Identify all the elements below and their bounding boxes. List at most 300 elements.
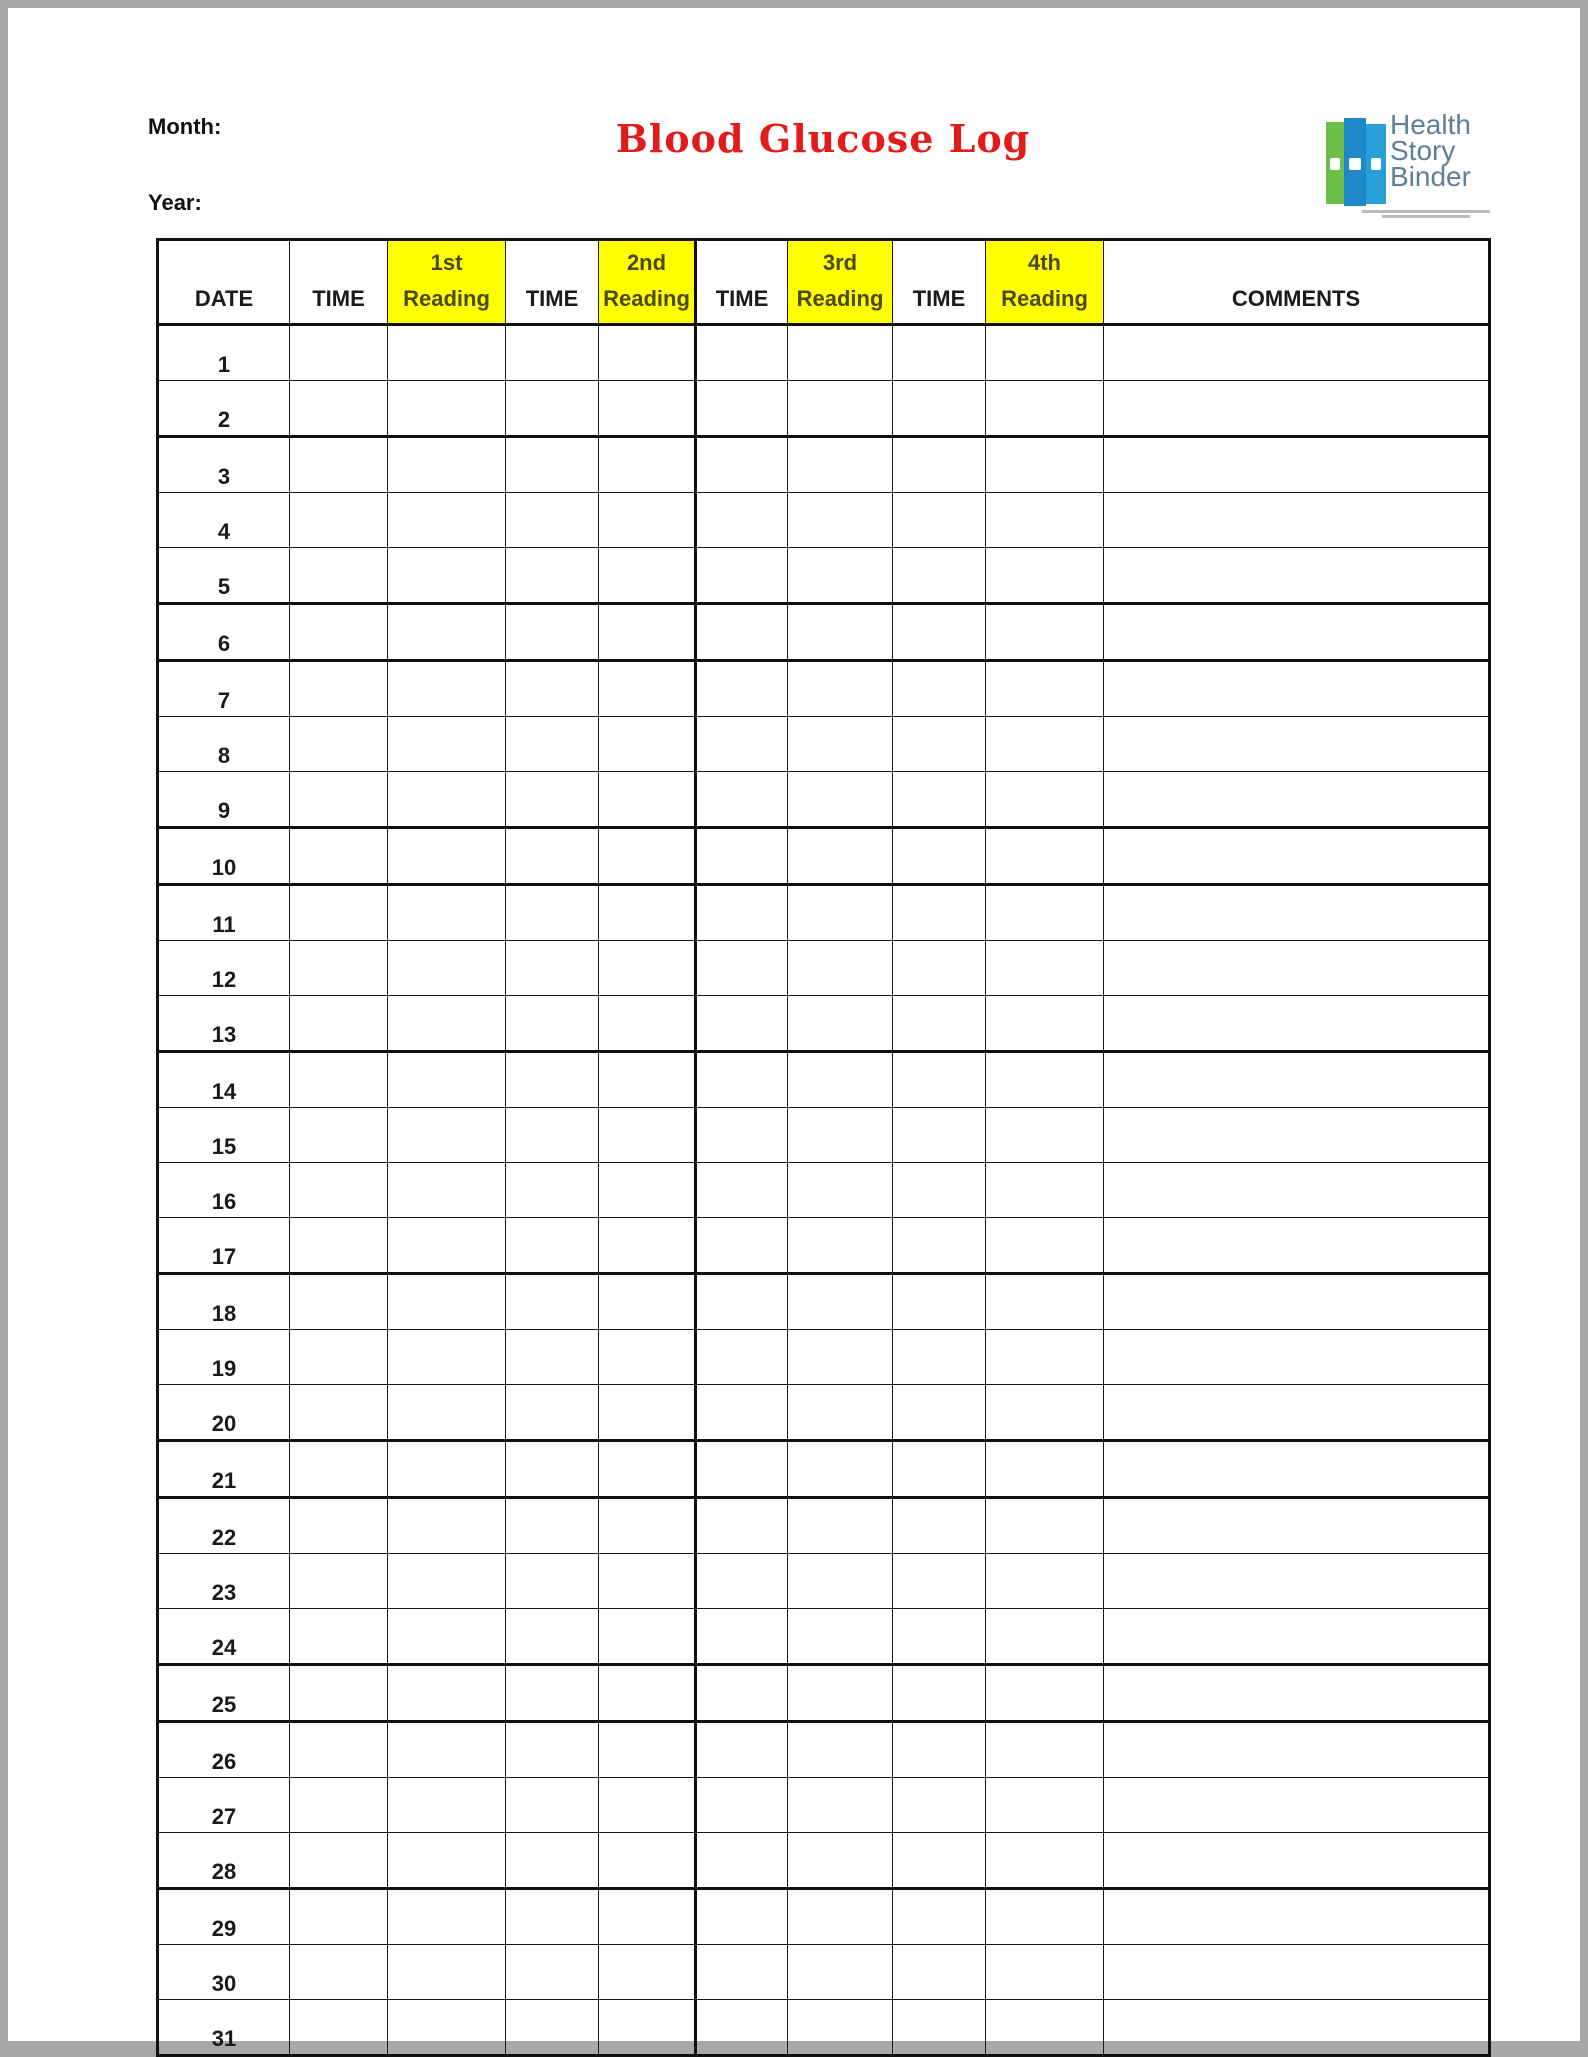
cell-time-2[interactable] <box>506 437 599 493</box>
cell-reading-1[interactable] <box>388 1330 506 1385</box>
cell-time-4[interactable] <box>893 604 986 661</box>
cell-reading-3[interactable] <box>788 1722 893 1778</box>
cell-reading-3[interactable] <box>788 717 893 772</box>
cell-time-1[interactable] <box>290 717 388 772</box>
cell-time-4[interactable] <box>893 493 986 548</box>
cell-reading-3[interactable] <box>788 828 893 885</box>
cell-comments[interactable] <box>1104 772 1490 828</box>
cell-time-1[interactable] <box>290 1778 388 1833</box>
cell-time-2[interactable] <box>506 1274 599 1330</box>
cell-comments[interactable] <box>1104 1218 1490 1274</box>
cell-time-1[interactable] <box>290 604 388 661</box>
cell-time-3[interactable] <box>696 1441 788 1498</box>
cell-time-3[interactable] <box>696 2000 788 2056</box>
cell-time-4[interactable] <box>893 1889 986 1945</box>
col-header-comments: COMMENTS <box>1104 240 1490 325</box>
col-header-time-3: TIME <box>696 240 788 325</box>
cell-reading-4[interactable] <box>986 1052 1104 1108</box>
cell-reading-2[interactable] <box>599 1609 696 1665</box>
cell-comments[interactable] <box>1104 941 1490 996</box>
cell-comments[interactable] <box>1104 1385 1490 1441</box>
cell-comments[interactable] <box>1104 437 1490 493</box>
cell-time-1[interactable] <box>290 1609 388 1665</box>
log-row <box>158 1052 1490 1108</box>
cell-comments[interactable] <box>1104 493 1490 548</box>
cell-comments[interactable] <box>1104 1722 1490 1778</box>
cell-time-1[interactable] <box>290 1665 388 1722</box>
cell-reading-3[interactable] <box>788 325 893 381</box>
cell-reading-2[interactable] <box>599 1722 696 1778</box>
cell-time-3[interactable] <box>696 325 788 381</box>
cell-reading-2[interactable] <box>599 437 696 493</box>
cell-time-2[interactable] <box>506 941 599 996</box>
cell-time-4[interactable] <box>893 1665 986 1722</box>
cell-time-1[interactable] <box>290 828 388 885</box>
cell-time-1[interactable] <box>290 1108 388 1163</box>
cell-reading-4[interactable] <box>986 1722 1104 1778</box>
cell-time-1[interactable] <box>290 1330 388 1385</box>
cell-reading-3[interactable] <box>788 1554 893 1609</box>
cell-reading-4[interactable] <box>986 1833 1104 1889</box>
cell-time-1[interactable] <box>290 1163 388 1218</box>
cell-reading-2[interactable] <box>599 604 696 661</box>
cell-time-3[interactable] <box>696 1833 788 1889</box>
log-row <box>158 828 1490 885</box>
cell-reading-3[interactable] <box>788 381 893 437</box>
cell-time-3[interactable] <box>696 885 788 941</box>
log-row <box>158 717 1490 772</box>
cell-time-2[interactable] <box>506 1889 599 1945</box>
cell-comments[interactable] <box>1104 1274 1490 1330</box>
cell-reading-2[interactable] <box>599 1945 696 2000</box>
cell-reading-2[interactable] <box>599 941 696 996</box>
cell-time-4[interactable] <box>893 1498 986 1554</box>
cell-date: 25 <box>158 1665 290 1722</box>
cell-time-2[interactable] <box>506 1498 599 1554</box>
cell-reading-1[interactable] <box>388 548 506 604</box>
cell-reading-1[interactable] <box>388 1833 506 1889</box>
cell-reading-2[interactable] <box>599 2000 696 2056</box>
cell-date: 20 <box>158 1385 290 1441</box>
log-row <box>158 1163 1490 1218</box>
cell-time-3[interactable] <box>696 717 788 772</box>
cell-time-3[interactable] <box>696 1778 788 1833</box>
cell-time-2[interactable] <box>506 381 599 437</box>
cell-reading-1[interactable] <box>388 2000 506 2056</box>
cell-reading-3[interactable] <box>788 1665 893 1722</box>
log-body <box>158 325 1490 2056</box>
cell-time-2[interactable] <box>506 1945 599 2000</box>
cell-time-3[interactable] <box>696 1163 788 1218</box>
cell-date: 10 <box>158 828 290 885</box>
cell-reading-4[interactable] <box>986 1778 1104 1833</box>
cell-reading-1[interactable] <box>388 437 506 493</box>
cell-time-4[interactable] <box>893 996 986 1052</box>
cell-reading-4[interactable] <box>986 2000 1104 2056</box>
cell-comments[interactable] <box>1104 1665 1490 1722</box>
cell-reading-1[interactable] <box>388 1108 506 1163</box>
cell-reading-3[interactable] <box>788 1108 893 1163</box>
cell-reading-4[interactable] <box>986 828 1104 885</box>
cell-reading-1[interactable] <box>388 1385 506 1441</box>
cell-time-4[interactable] <box>893 661 986 717</box>
cell-reading-3[interactable] <box>788 885 893 941</box>
cell-time-3[interactable] <box>696 1498 788 1554</box>
cell-reading-3[interactable] <box>788 1330 893 1385</box>
cell-reading-1[interactable] <box>388 1665 506 1722</box>
cell-reading-1[interactable] <box>388 1218 506 1274</box>
cell-reading-2[interactable] <box>599 1665 696 1722</box>
cell-reading-4[interactable] <box>986 1554 1104 1609</box>
cell-time-1[interactable] <box>290 1385 388 1441</box>
cell-reading-1[interactable] <box>388 1163 506 1218</box>
cell-reading-2[interactable] <box>599 1889 696 1945</box>
cell-reading-1[interactable] <box>388 493 506 548</box>
cell-time-4[interactable] <box>893 548 986 604</box>
cell-time-1[interactable] <box>290 548 388 604</box>
cell-reading-1[interactable] <box>388 381 506 437</box>
cell-comments[interactable] <box>1104 661 1490 717</box>
cell-reading-4[interactable] <box>986 325 1104 381</box>
cell-reading-3[interactable] <box>788 548 893 604</box>
cell-time-4[interactable] <box>893 1778 986 1833</box>
cell-time-4[interactable] <box>893 1722 986 1778</box>
cell-comments[interactable] <box>1104 1833 1490 1889</box>
cell-time-2[interactable] <box>506 1665 599 1722</box>
cell-reading-2[interactable] <box>599 885 696 941</box>
cell-time-4[interactable] <box>893 1274 986 1330</box>
cell-reading-2[interactable] <box>599 493 696 548</box>
cell-reading-1[interactable] <box>388 717 506 772</box>
cell-comments[interactable] <box>1104 1441 1490 1498</box>
cell-reading-2[interactable] <box>599 1108 696 1163</box>
cell-reading-4[interactable] <box>986 604 1104 661</box>
cell-time-4[interactable] <box>893 1330 986 1385</box>
cell-comments[interactable] <box>1104 717 1490 772</box>
cell-reading-3[interactable] <box>788 437 893 493</box>
cell-comments[interactable] <box>1104 381 1490 437</box>
cell-comments[interactable] <box>1104 996 1490 1052</box>
cell-time-4[interactable] <box>893 717 986 772</box>
cell-reading-4[interactable] <box>986 1330 1104 1385</box>
cell-reading-2[interactable] <box>599 1274 696 1330</box>
cell-reading-2[interactable] <box>599 828 696 885</box>
cell-time-3[interactable] <box>696 437 788 493</box>
cell-reading-2[interactable] <box>599 325 696 381</box>
cell-reading-4[interactable] <box>986 1274 1104 1330</box>
cell-time-3[interactable] <box>696 1108 788 1163</box>
cell-time-2[interactable] <box>506 717 599 772</box>
cell-date: 26 <box>158 1722 290 1778</box>
cell-time-3[interactable] <box>696 941 788 996</box>
cell-time-4[interactable] <box>893 381 986 437</box>
cell-time-2[interactable] <box>506 2000 599 2056</box>
cell-time-4[interactable] <box>893 1163 986 1218</box>
cell-reading-1[interactable] <box>388 604 506 661</box>
cell-time-2[interactable] <box>506 1609 599 1665</box>
cell-time-4[interactable] <box>893 1945 986 2000</box>
cell-reading-3[interactable] <box>788 1052 893 1108</box>
cell-time-2[interactable] <box>506 1218 599 1274</box>
cell-time-2[interactable] <box>506 493 599 548</box>
cell-reading-2[interactable] <box>599 1554 696 1609</box>
cell-comments[interactable] <box>1104 325 1490 381</box>
cell-time-3[interactable] <box>696 828 788 885</box>
cell-reading-4[interactable] <box>986 1945 1104 2000</box>
cell-time-4[interactable] <box>893 325 986 381</box>
cell-time-3[interactable] <box>696 1945 788 2000</box>
cell-time-3[interactable] <box>696 1554 788 1609</box>
cell-time-1[interactable] <box>290 325 388 381</box>
cell-time-4[interactable] <box>893 941 986 996</box>
cell-reading-2[interactable] <box>599 996 696 1052</box>
cell-time-1[interactable] <box>290 996 388 1052</box>
cell-reading-1[interactable] <box>388 1778 506 1833</box>
cell-comments[interactable] <box>1104 1889 1490 1945</box>
cell-reading-4[interactable] <box>986 1498 1104 1554</box>
cell-reading-2[interactable] <box>599 1330 696 1385</box>
cell-reading-1[interactable] <box>388 1554 506 1609</box>
cell-comments[interactable] <box>1104 885 1490 941</box>
cell-time-2[interactable] <box>506 1108 599 1163</box>
cell-reading-3[interactable] <box>788 772 893 828</box>
cell-reading-4[interactable] <box>986 1609 1104 1665</box>
cell-comments[interactable] <box>1104 1945 1490 2000</box>
cell-reading-3[interactable] <box>788 1218 893 1274</box>
cell-date: 17 <box>158 1218 290 1274</box>
cell-reading-3[interactable] <box>788 1778 893 1833</box>
cell-time-1[interactable] <box>290 1833 388 1889</box>
cell-reading-4[interactable] <box>986 1441 1104 1498</box>
cell-reading-2[interactable] <box>599 548 696 604</box>
cell-comments[interactable] <box>1104 1163 1490 1218</box>
cell-time-3[interactable] <box>696 1218 788 1274</box>
cell-reading-1[interactable] <box>388 828 506 885</box>
cell-time-3[interactable] <box>696 772 788 828</box>
cell-date: 12 <box>158 941 290 996</box>
col-header-reading-1: 1st Reading <box>388 240 506 325</box>
log-row <box>158 548 1490 604</box>
cell-time-1[interactable] <box>290 772 388 828</box>
cell-time-2[interactable] <box>506 1052 599 1108</box>
cell-time-3[interactable] <box>696 1330 788 1385</box>
cell-time-1[interactable] <box>290 1945 388 2000</box>
cell-comments[interactable] <box>1104 1498 1490 1554</box>
cell-reading-4[interactable] <box>986 661 1104 717</box>
cell-reading-3[interactable] <box>788 1945 893 2000</box>
cell-reading-4[interactable] <box>986 1163 1104 1218</box>
cell-time-4[interactable] <box>893 1609 986 1665</box>
cell-time-2[interactable] <box>506 772 599 828</box>
cell-time-4[interactable] <box>893 828 986 885</box>
cell-reading-3[interactable] <box>788 1274 893 1330</box>
cell-time-2[interactable] <box>506 548 599 604</box>
cell-time-3[interactable] <box>696 548 788 604</box>
cell-time-3[interactable] <box>696 996 788 1052</box>
cell-time-1[interactable] <box>290 1441 388 1498</box>
cell-time-4[interactable] <box>893 1441 986 1498</box>
cell-reading-1[interactable] <box>388 772 506 828</box>
cell-time-1[interactable] <box>290 1274 388 1330</box>
cell-comments[interactable] <box>1104 1330 1490 1385</box>
binders-icon <box>1326 118 1388 208</box>
cell-reading-4[interactable] <box>986 1108 1104 1163</box>
cell-reading-3[interactable] <box>788 604 893 661</box>
cell-time-1[interactable] <box>290 1498 388 1554</box>
cell-reading-4[interactable] <box>986 381 1104 437</box>
cell-reading-3[interactable] <box>788 1609 893 1665</box>
cell-reading-4[interactable] <box>986 717 1104 772</box>
cell-reading-4[interactable] <box>986 1385 1104 1441</box>
cell-time-2[interactable] <box>506 1385 599 1441</box>
cell-reading-2[interactable] <box>599 1441 696 1498</box>
cell-time-2[interactable] <box>506 1722 599 1778</box>
cell-time-1[interactable] <box>290 493 388 548</box>
cell-time-3[interactable] <box>696 1274 788 1330</box>
cell-time-4[interactable] <box>893 885 986 941</box>
cell-comments[interactable] <box>1104 604 1490 661</box>
cell-time-1[interactable] <box>290 1722 388 1778</box>
cell-reading-4[interactable] <box>986 772 1104 828</box>
cell-time-1[interactable] <box>290 1052 388 1108</box>
cell-reading-4[interactable] <box>986 885 1104 941</box>
cell-reading-4[interactable] <box>986 1665 1104 1722</box>
cell-reading-3[interactable] <box>788 941 893 996</box>
cell-time-3[interactable] <box>696 1052 788 1108</box>
cell-reading-1[interactable] <box>388 1722 506 1778</box>
log-row <box>158 885 1490 941</box>
cell-date: 3 <box>158 437 290 493</box>
cell-time-1[interactable] <box>290 381 388 437</box>
cell-time-4[interactable] <box>893 772 986 828</box>
cell-reading-1[interactable] <box>388 885 506 941</box>
cell-time-3[interactable] <box>696 1609 788 1665</box>
cell-time-3[interactable] <box>696 1665 788 1722</box>
cell-time-1[interactable] <box>290 661 388 717</box>
cell-reading-1[interactable] <box>388 941 506 996</box>
cell-time-3[interactable] <box>696 604 788 661</box>
cell-reading-4[interactable] <box>986 437 1104 493</box>
cell-comments[interactable] <box>1104 548 1490 604</box>
cell-reading-3[interactable] <box>788 1498 893 1554</box>
cell-time-3[interactable] <box>696 381 788 437</box>
cell-reading-4[interactable] <box>986 493 1104 548</box>
cell-time-1[interactable] <box>290 437 388 493</box>
cell-reading-2[interactable] <box>599 1385 696 1441</box>
cell-reading-2[interactable] <box>599 1498 696 1554</box>
cell-reading-2[interactable] <box>599 1163 696 1218</box>
cell-time-4[interactable] <box>893 1554 986 1609</box>
cell-time-1[interactable] <box>290 1218 388 1274</box>
cell-time-3[interactable] <box>696 1385 788 1441</box>
cell-time-1[interactable] <box>290 885 388 941</box>
cell-comments[interactable] <box>1104 1554 1490 1609</box>
cell-time-2[interactable] <box>506 1833 599 1889</box>
cell-time-2[interactable] <box>506 828 599 885</box>
cell-comments[interactable] <box>1104 1052 1490 1108</box>
cell-time-1[interactable] <box>290 941 388 996</box>
cell-time-1[interactable] <box>290 1554 388 1609</box>
cell-reading-1[interactable] <box>388 996 506 1052</box>
cell-time-2[interactable] <box>506 1778 599 1833</box>
cell-reading-3[interactable] <box>788 1889 893 1945</box>
cell-reading-2[interactable] <box>599 1052 696 1108</box>
cell-time-4[interactable] <box>893 437 986 493</box>
cell-reading-1[interactable] <box>388 1498 506 1554</box>
cell-reading-4[interactable] <box>986 548 1104 604</box>
cell-comments[interactable] <box>1104 1609 1490 1665</box>
cell-reading-3[interactable] <box>788 1833 893 1889</box>
cell-reading-1[interactable] <box>388 1889 506 1945</box>
cell-time-2[interactable] <box>506 885 599 941</box>
cell-reading-1[interactable] <box>388 661 506 717</box>
cell-comments[interactable] <box>1104 1108 1490 1163</box>
cell-reading-2[interactable] <box>599 772 696 828</box>
cell-reading-2[interactable] <box>599 1833 696 1889</box>
log-row <box>158 493 1490 548</box>
cell-time-2[interactable] <box>506 325 599 381</box>
cell-time-4[interactable] <box>893 1218 986 1274</box>
cell-reading-4[interactable] <box>986 1889 1104 1945</box>
cell-time-3[interactable] <box>696 493 788 548</box>
cell-reading-3[interactable] <box>788 2000 893 2056</box>
cell-reading-1[interactable] <box>388 1945 506 2000</box>
cell-comments[interactable] <box>1104 828 1490 885</box>
cell-reading-3[interactable] <box>788 493 893 548</box>
cell-reading-2[interactable] <box>599 661 696 717</box>
cell-time-3[interactable] <box>696 1722 788 1778</box>
cell-time-2[interactable] <box>506 1554 599 1609</box>
cell-time-2[interactable] <box>506 604 599 661</box>
cell-reading-3[interactable] <box>788 996 893 1052</box>
cell-reading-2[interactable] <box>599 1218 696 1274</box>
cell-reading-4[interactable] <box>986 1218 1104 1274</box>
cell-comments[interactable] <box>1104 2000 1490 2056</box>
cell-time-2[interactable] <box>506 996 599 1052</box>
cell-reading-2[interactable] <box>599 717 696 772</box>
cell-time-4[interactable] <box>893 1052 986 1108</box>
cell-reading-4[interactable] <box>986 996 1104 1052</box>
cell-reading-3[interactable] <box>788 1385 893 1441</box>
cell-reading-1[interactable] <box>388 1609 506 1665</box>
cell-reading-3[interactable] <box>788 1163 893 1218</box>
cell-time-1[interactable] <box>290 2000 388 2056</box>
cell-time-4[interactable] <box>893 1833 986 1889</box>
cell-time-1[interactable] <box>290 1889 388 1945</box>
cell-reading-1[interactable] <box>388 325 506 381</box>
cell-time-4[interactable] <box>893 2000 986 2056</box>
cell-reading-1[interactable] <box>388 1274 506 1330</box>
cell-time-4[interactable] <box>893 1108 986 1163</box>
cell-comments[interactable] <box>1104 1778 1490 1833</box>
cell-reading-3[interactable] <box>788 1441 893 1498</box>
cell-date: 23 <box>158 1554 290 1609</box>
cell-time-3[interactable] <box>696 661 788 717</box>
cell-reading-2[interactable] <box>599 1778 696 1833</box>
cell-time-2[interactable] <box>506 1163 599 1218</box>
cell-time-4[interactable] <box>893 1385 986 1441</box>
cell-reading-4[interactable] <box>986 941 1104 996</box>
cell-time-2[interactable] <box>506 661 599 717</box>
cell-time-2[interactable] <box>506 1330 599 1385</box>
cell-time-3[interactable] <box>696 1889 788 1945</box>
cell-reading-1[interactable] <box>388 1052 506 1108</box>
cell-reading-3[interactable] <box>788 661 893 717</box>
cell-reading-1[interactable] <box>388 1441 506 1498</box>
cell-reading-2[interactable] <box>599 381 696 437</box>
cell-date: 5 <box>158 548 290 604</box>
cell-time-2[interactable] <box>506 1441 599 1498</box>
